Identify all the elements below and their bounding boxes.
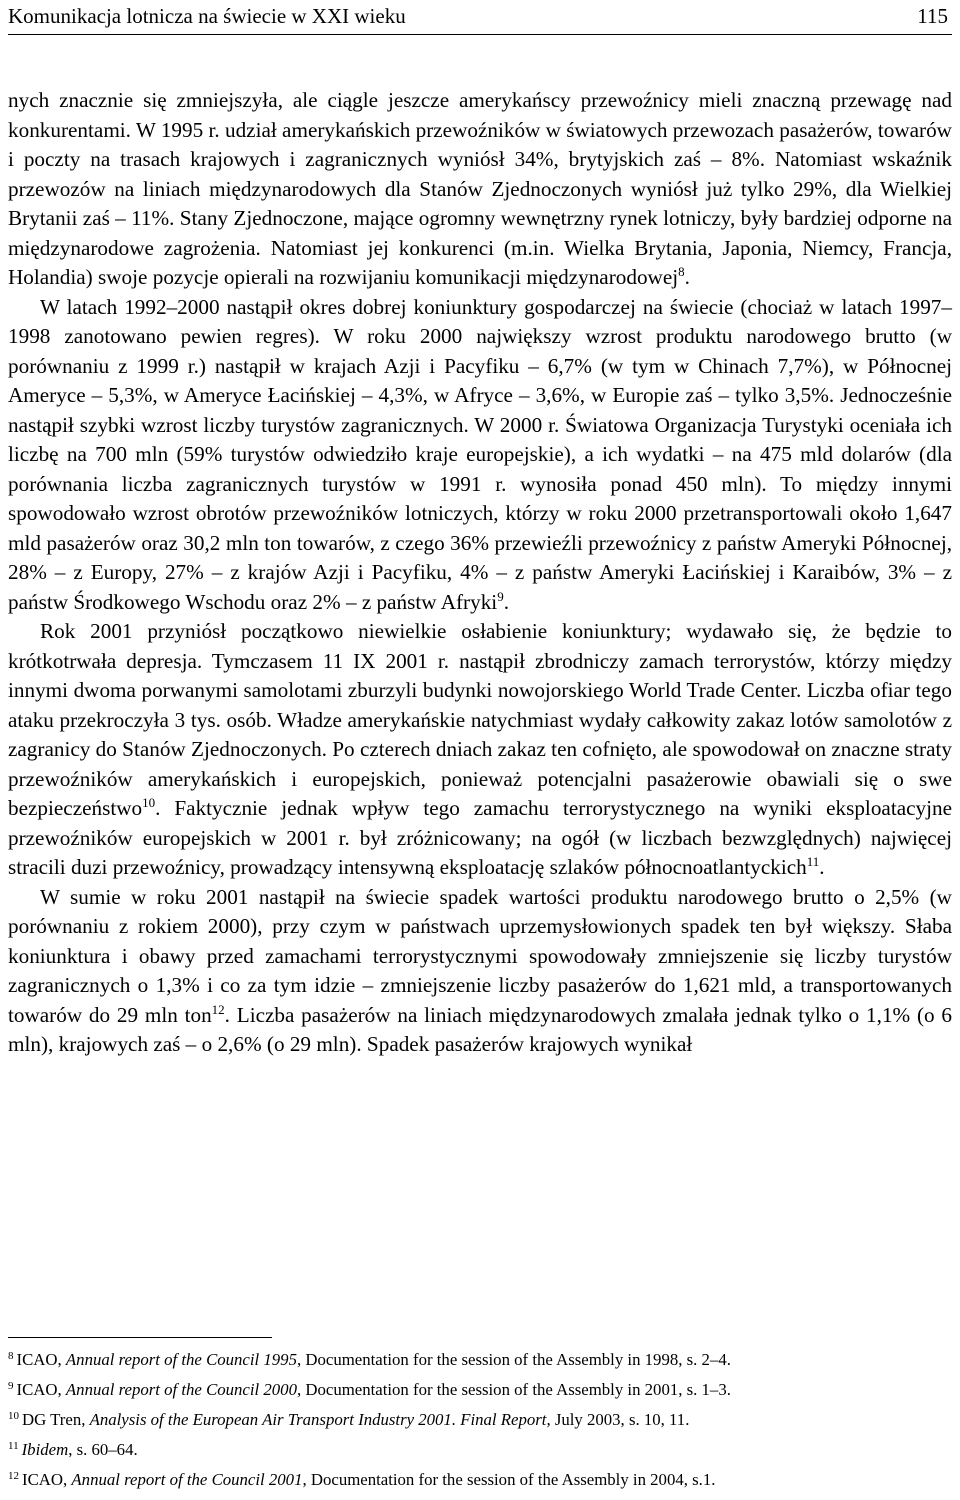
footnote-title: Ibidem [21,1440,69,1459]
footnote-number: 10 [8,1410,19,1422]
paragraph-text: W latach 1992–2000 nastąpił okres dobrej koniunktury gospodarczej na świecie (chociaż w latach 1997–1998 zanotowano pewien regres). W roku 2000 największy wzrost produktu narodowego brutto (w porównaniu z 1999 r.) nastąpił w krajach Azji i Pacyfiku – 6,7% (w tym w Chinach 7,7%), w Północnej Ameryce – 5,3%, w Ameryce Łacińskiej – 4,3%, w Afryce – 3,6%, w Europie zaś – tylko 3,5%. Jednocześnie nastąpił szybki wzrost liczby turystów zagranicznych. W 2000 r. Światowa Organizacja Turystyki oceniała ich liczbę na 700 mln (59% turystów odwiedziło kraje europejskie), a ich wydatki – na 475 mld dolarów (dla porównania liczba zagranicznych turystów w 1991 r. wynosiła ponad 450 mln). To między innymi spowodowało wzrost obrotów przewoźników lotniczych, którzy w roku 2000 przetransportowali około 1,647 mld pasażerów oraz 30,2 mln ton towarów, z czego 36% przewieźli przewoźnicy z państw Ameryki Północnej, 28% – z Europy, 27% – z krajów Azji i Pacyfiku, 4% – z państw Ameryki Łacińskiej i Karaibów, 3% – z państw Środkowego Wschodu oraz 2% – z państw Afryki [8,294,952,614]
footnote-text: DG Tren, [22,1410,90,1429]
footnote-text: , s. 60–64. [68,1440,138,1459]
running-title: Komunikacja lotnicza na świecie w XXI wieku [8,4,406,28]
paragraph [8,86,952,293]
footnote-text: ICAO, [16,1380,66,1399]
footnote-title: Annual report of the Council 2001 [71,1470,303,1489]
footnote-number: 11 [8,1440,19,1452]
paragraph-text: . Liczba pasażerów na liniach międzynarodowych zmalała jednak tylko o 1,1% (o 6 mln), krajowych zaś – o 2,6% (o 29 mln). Spadek pasażerów krajowych wynikał [8,1002,952,1056]
footnote [8,1349,952,1379]
footnote-ref: 8 [678,264,685,279]
footnote-ref: 10 [142,795,156,810]
footnote-text: , July 2003, s. 10, 11. [546,1410,690,1429]
footnote-title: Annual report of the Council 1995 [65,1350,297,1369]
paragraph [8,617,952,883]
footnote-ref: 11 [806,854,820,869]
footnotes [8,1349,952,1499]
page-number: 115 [917,4,948,28]
paragraph [8,883,952,1060]
footnote-ref: 12 [211,1001,225,1017]
running-header [8,0,952,35]
paragraph-text: . [503,589,509,614]
footnote-text: ICAO, [22,1470,72,1489]
footnote-text: , Documentation for the session of the Assembly in 2001, s. 1–3. [296,1380,731,1399]
footnote-separator [8,1337,272,1338]
footnote-text: , Documentation for the session of the Assembly in 1998, s. 2–4. [296,1350,731,1369]
footnote-ref: 9 [497,588,504,604]
paragraph [8,293,952,618]
main-text [8,86,952,1060]
footnote-number: 12 [8,1470,19,1482]
paragraph-text: . Faktycznie jednak wpływ tego zamachu terrorystycznego na wyniki eksploatacyjne przewoźników europejskich w 2001 r. był zróżnicowany; na ogół (w liczbach bezwzględnych) najwięcej stracili duzi przewoźnicy, prowadzący intensywną eksploatację szlaków północnoatlantyckich [8,796,952,879]
footnote-number: 8 [8,1350,14,1362]
document-page [8,0,952,1489]
paragraph-text: nych znacznie się zmniejszyła, ale ciągle jeszcze amerykańscy przewoźnicy mieli znaczną przewagę nad konkurentami. W 1995 r. udział amerykańskich przewoźników w światowych przewozach pasażerów, towarów i poczty na trasach krajowych i zagranicznych wyniósł 34%, brytyjskich zaś – 8%. Natomiast wskaźnik przewozów na liniach międzynarodowych dla Stanów Zjednoczonych wyniósł już tylko 29%, dla Wielkiej Brytanii zaś – 11%. Stany Zjednoczone, mające ogromny wewnętrzny rynek lotniczy, były bardziej odporne na międzynarodowe zagrożenia. Natomiast jej konkurenci (m.in. Wielka Brytania, Japonia, Niemcy, Francja, Holandia) swoje pozycje opierali na rozwijaniu komunikacji międzynarodowej [8,88,952,289]
footnote-text: , Documentation for the session of the Assembly in 2004, s.1. [302,1470,716,1489]
footnote-title: Annual report of the Council 2000 [65,1380,297,1399]
footnote [8,1469,952,1499]
footnote [8,1409,952,1439]
paragraph-text: W sumie w roku 2001 nastąpił na świecie spadek wartości produktu narodowego brutto o 2,5% (w porównaniu z rokiem 2000), przy czym w państwach uprzemysłowionych spadek ten był większy. Słaba koniunktura i obawy przed zamachami terrorystycznymi spowodowały zmniejszenie się liczby turystów zagranicznych o 1,3% i co za tym idzie – zmniejszenie liczby pasażerów do 1,621 mld, a transportowanych towarów do 29 mln ton [8,884,952,1027]
footnote [8,1379,952,1409]
footnote [8,1439,952,1469]
paragraph-text: Rok 2001 przyniósł początkowo niewielkie osłabienie koniunktury; wydawało się, że będzie to krótkotrwała depresja. Tymczasem 11 IX 2001 r. nastąpił zbrodniczy zamach terrorystów, którzy między innymi dwoma porwanymi samolotami zburzyli budynki nowojorskiego World Trade Center. Liczba ofiar tego ataku przekroczyła 3 tys. osób. Władze amerykańskie natychmiast wydały całkowity zakaz lotów samolotów z zagranicy do Stanów Zjednoczonych. Po czterech dniach zakaz ten cofnięto, ale spowodował on znaczne straty przewoźników amerykańskich i europejskich, ponieważ potencjalni pasażerowie obawiali się o swe bezpieczeństwo [8,619,952,820]
footnote-title: Analysis of the European Air Transport Industry 2001. Final Report [89,1410,547,1429]
paragraph-text: . [684,265,690,289]
footnote-number: 9 [8,1380,14,1392]
paragraph-text: . [819,855,825,879]
footnote-text: ICAO, [16,1350,66,1369]
